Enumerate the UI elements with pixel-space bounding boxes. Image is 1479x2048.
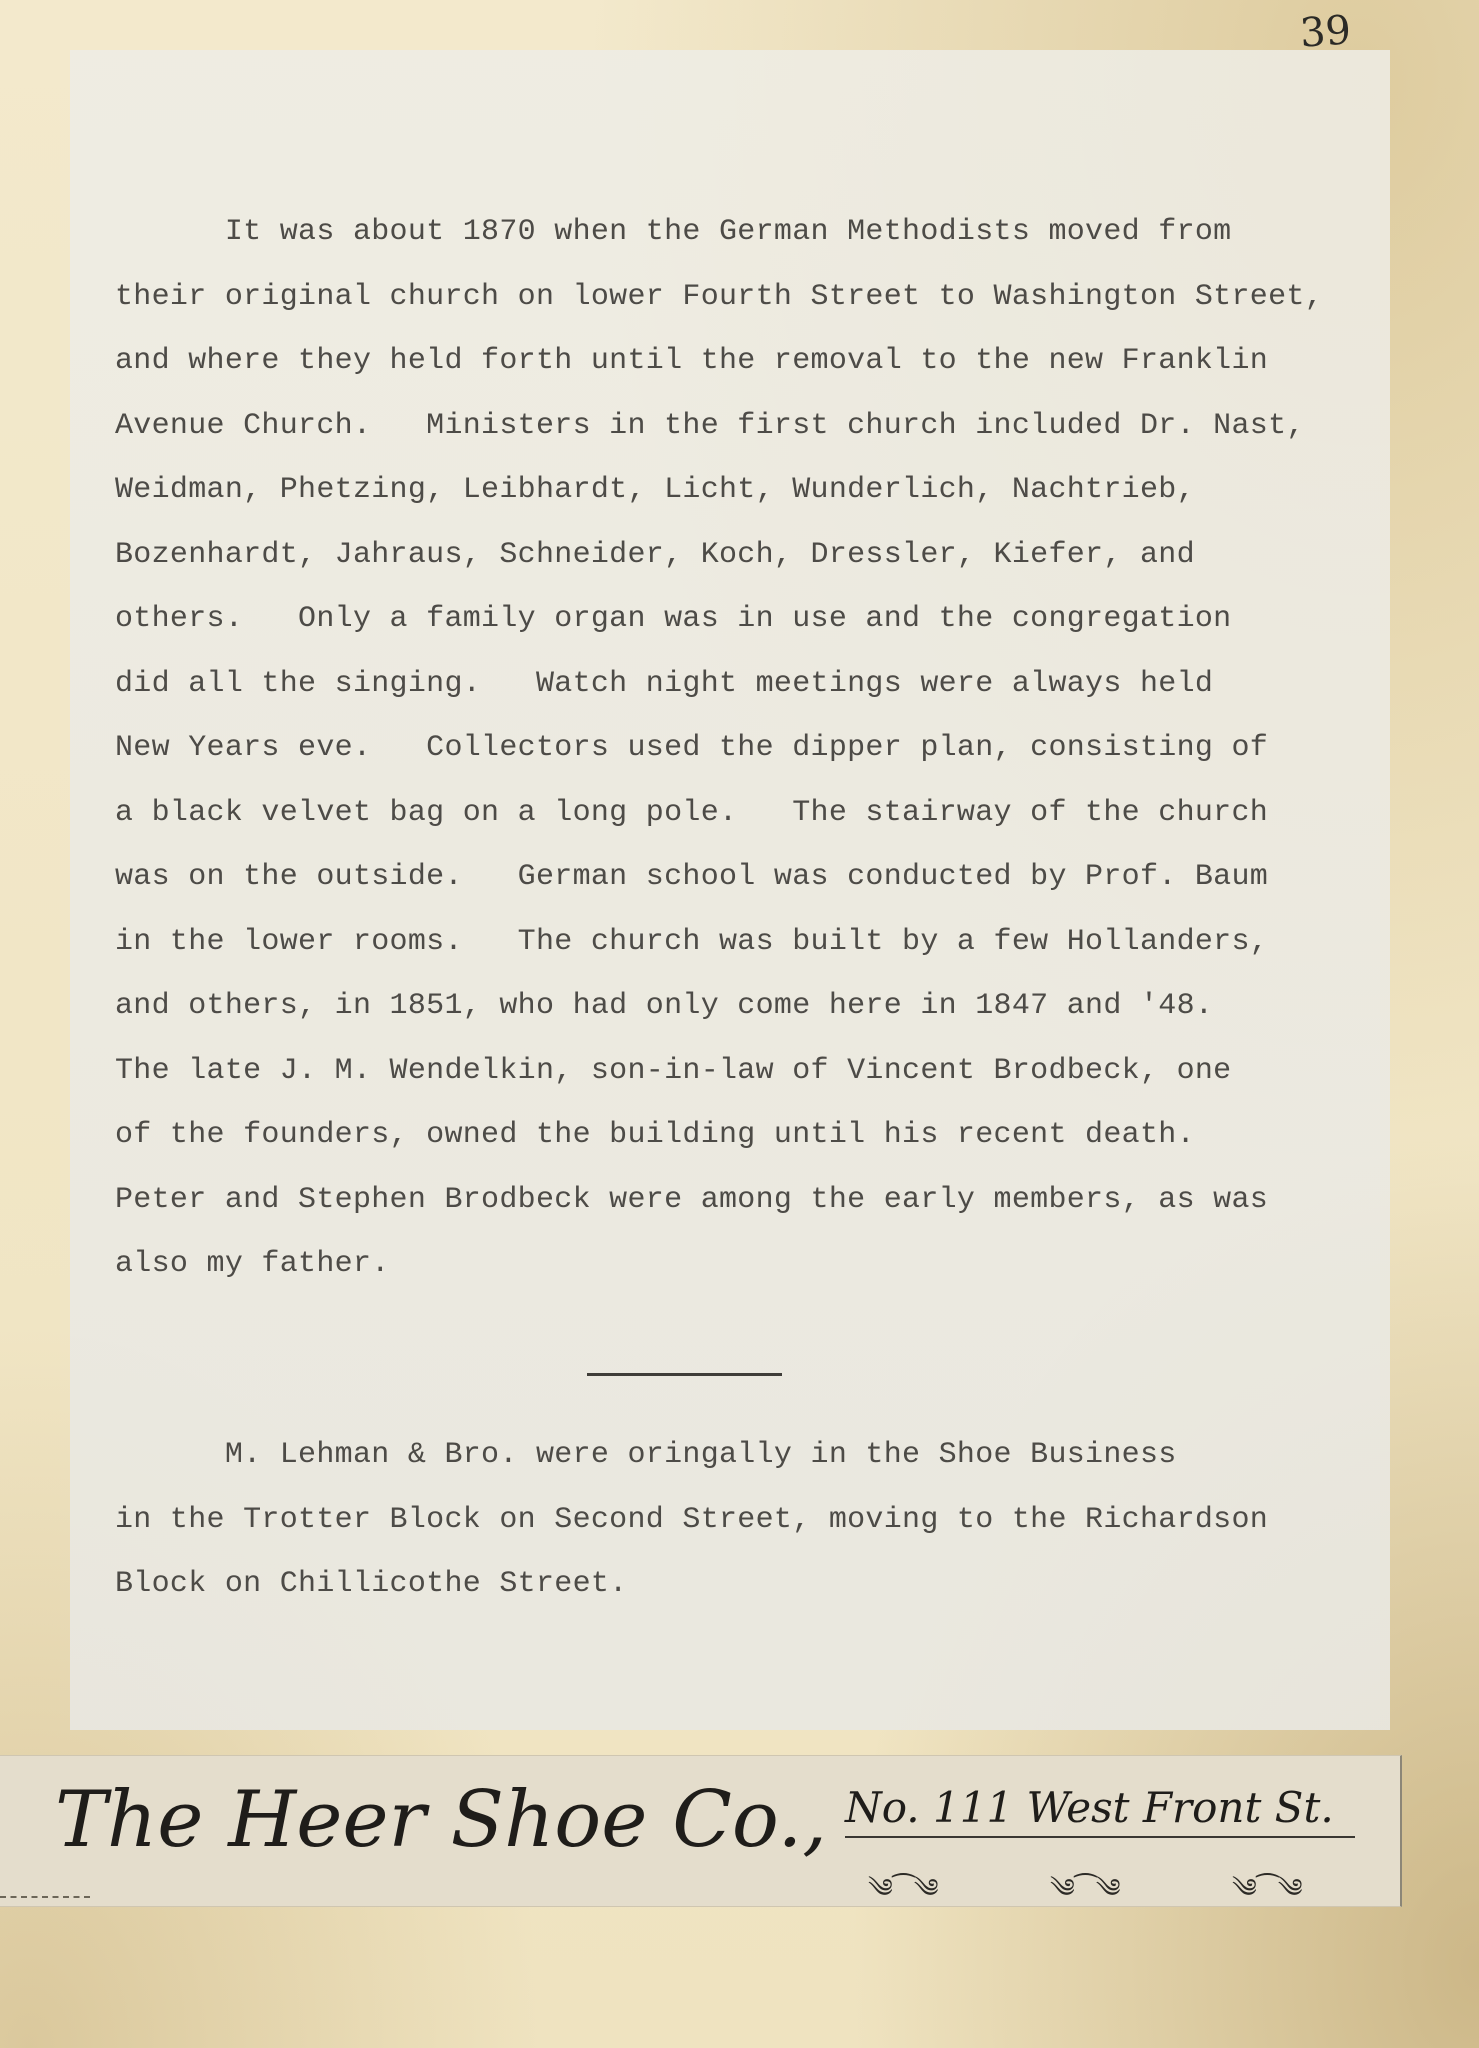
paragraph-methodist-church: [115, 200, 1323, 1297]
text-line: of the founders, owned the building until his recent death.: [115, 1118, 1195, 1152]
text-line: M. Lehman & Bro. were oringally in the Shoe Business: [115, 1438, 1177, 1472]
ad-company-name: The Heer Shoe Co.,: [55, 1775, 828, 1865]
page-number: 39: [1298, 7, 1353, 57]
paragraph-lehman-shoe-business: [115, 1423, 1268, 1617]
text-line: Avenue Church. Ministers in the first church included Dr. Nast,: [115, 408, 1305, 443]
text-line: It was about 1870 when the German Methodists moved from: [115, 215, 1232, 249]
flourish-ornament-icon: ༄⁀༄: [1050, 1874, 1121, 1904]
text-line: The late J. M. Wendelkin, son-in-law of Vincent Brodbeck, one: [115, 1053, 1232, 1088]
text-line: Bozenhardt, Jahraus, Schneider, Koch, Dressler, Kiefer, and: [115, 537, 1195, 572]
clipping-cut-edge: [0, 1896, 90, 1898]
text-line: in the Trotter Block on Second Street, moving to the Richardson: [115, 1502, 1269, 1537]
text-line: New Years eve. Collectors used the dipper plan, consisting of: [115, 731, 1269, 765]
text-line: and where they held forth until the removal to the new Franklin: [115, 344, 1269, 378]
text-line: their original church on lower Fourth Street to Washington Street,: [115, 279, 1323, 314]
text-line: Block on Chillicothe Street.: [115, 1567, 628, 1601]
text-line: and others, in 1851, who had only come here in 1847 and '48.: [115, 989, 1214, 1023]
newspaper-ad-clipping: [0, 1755, 1402, 1907]
flourish-ornament-icon: ༄⁀༄: [868, 1874, 939, 1904]
text-line: Weidman, Phetzing, Leibhardt, Licht, Wunderlich, Nachtrieb,: [115, 473, 1195, 507]
text-line: a black velvet bag on a long pole. The stairway of the church: [115, 795, 1269, 830]
text-line: also my father.: [115, 1247, 390, 1281]
text-line: Peter and Stephen Brodbeck were among the early members, as was: [115, 1182, 1269, 1217]
text-line: others. Only a family organ was in use and the congregation: [115, 602, 1232, 636]
ad-address: No. 111 West Front St.: [845, 1780, 1355, 1838]
text-line: in the lower rooms. The church was built by a few Hollanders,: [115, 924, 1269, 959]
text-line: did all the singing. Watch night meetings were always held: [115, 666, 1214, 701]
text-line: was on the outside. German school was conducted by Prof. Baum: [115, 860, 1269, 894]
flourish-ornament-icon: ༄⁀༄: [1232, 1874, 1303, 1904]
section-divider: [587, 1373, 782, 1376]
